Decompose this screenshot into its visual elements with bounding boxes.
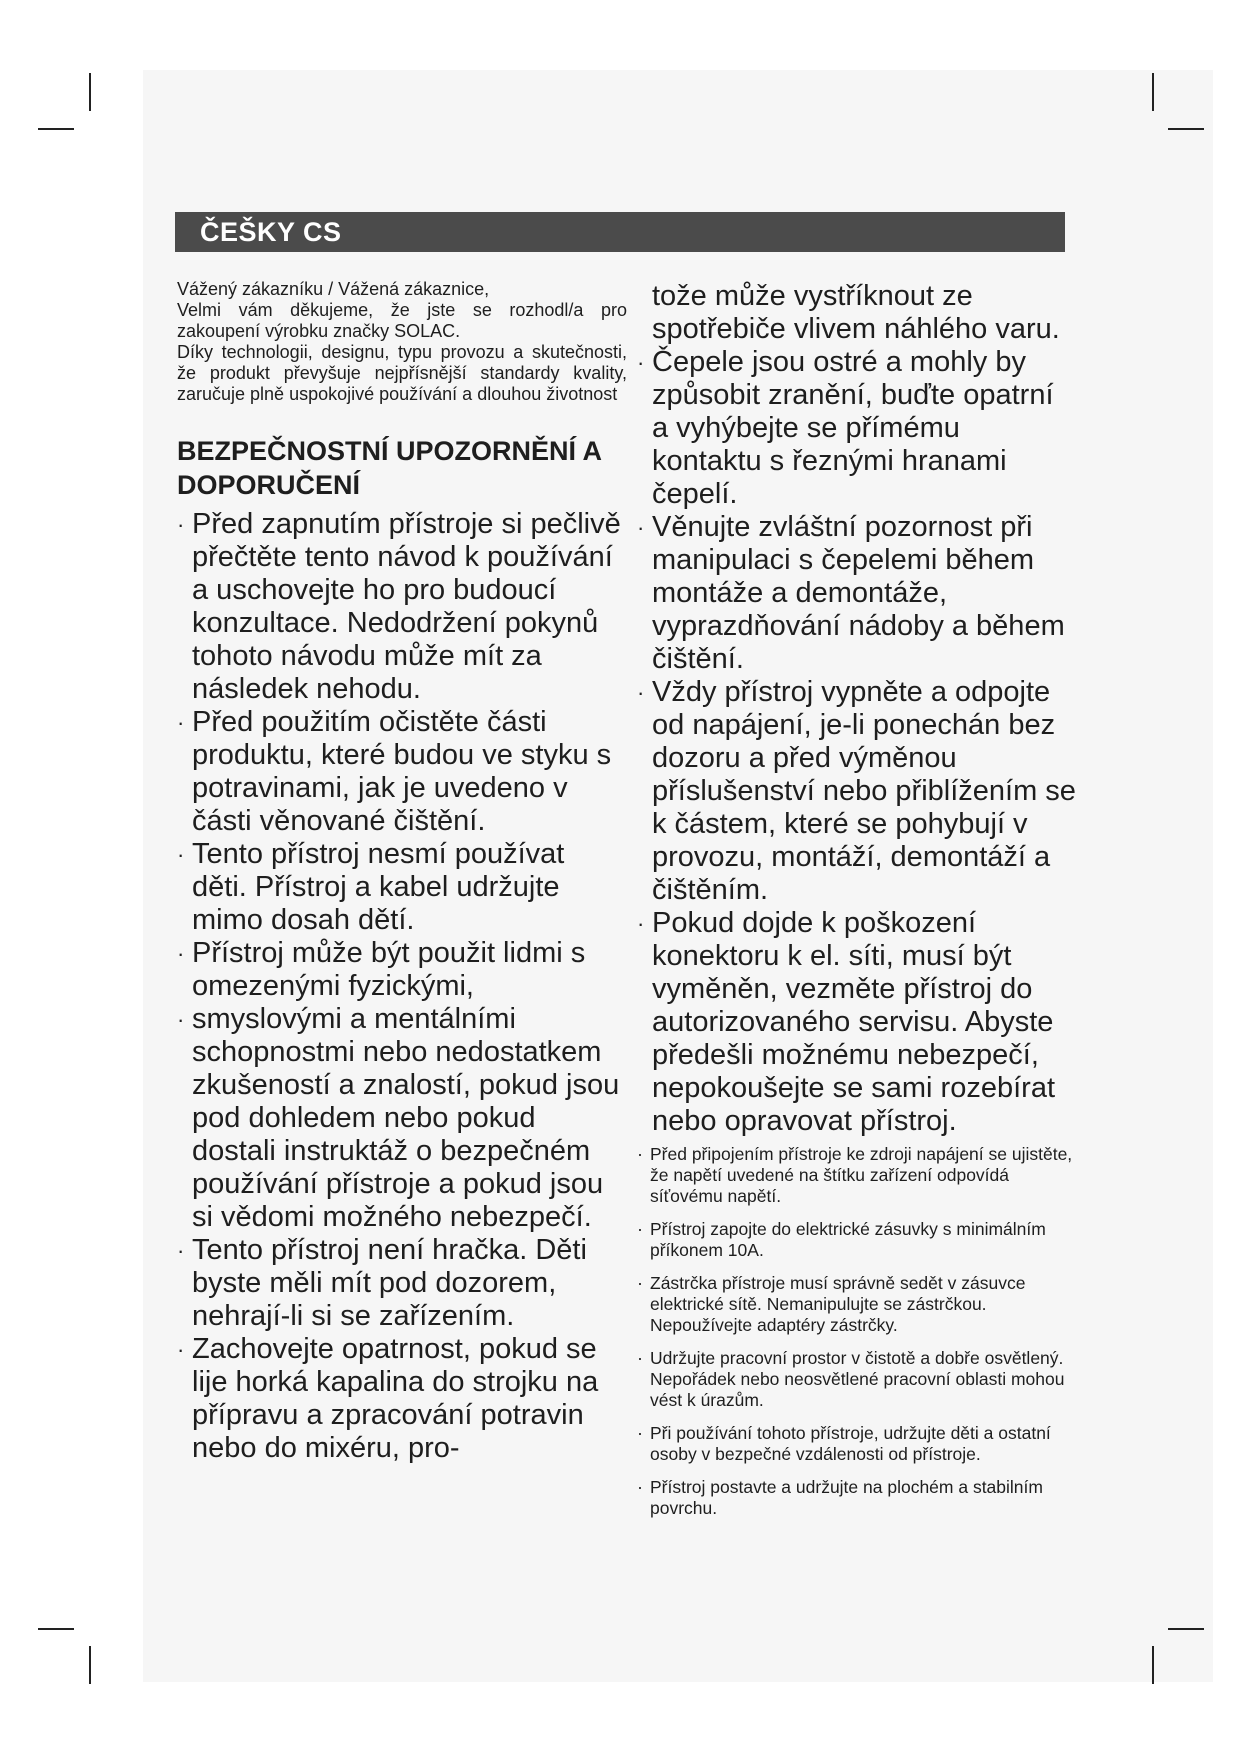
intro-quality: Díky technologii, designu, typu provozu a skutečnosti, že produkt převyšuje nejpřísnější standardy kvality, zaručuje plně uspokojivé používání a dlouhou životnost: [177, 342, 627, 404]
safety-item: · smyslovými a mentálními schopnostmi nebo nedostatkem zkušeností a znalostí, pokud jsou pod dohledem nebo pokud dostali instruktáž o bezpečném používání přístroje a pokud jsou si vědomi možného nebezpečí.: [177, 1003, 627, 1234]
crop-mark-bottom-right-v: [1152, 1646, 1154, 1684]
right-column: [637, 280, 1077, 1531]
safety-item: · Přístroj může být použit lidmi s omezenými fyzickými,: [177, 937, 627, 1003]
crop-mark-top-left-h: [38, 128, 74, 130]
safety-small-item: · Přístroj zapojte do elektrické zásuvky s minimálním příkonem 10A.: [637, 1219, 1077, 1261]
intro-greeting: Vážený zákazníku / Vážená zákaznice,: [177, 279, 490, 299]
safety-list-right-small: [637, 1144, 1077, 1519]
left-column: [177, 279, 627, 1465]
crop-mark-top-right-v: [1152, 73, 1154, 111]
safety-heading: BEZPEČNOSTNÍ UPOZORNĚNÍ A DOPORUČENÍ: [177, 436, 602, 500]
safety-small-item: · Přístroj postavte a udržujte na plochém a stabilním povrchu.: [637, 1477, 1077, 1519]
safety-list-left: [177, 508, 627, 1465]
safety-item: · Pokud dojde k poškození konektoru k el. síti, musí být vyměněn, vezměte přístroj do autorizovaného servisu. Abyste předešli možnému nebezpečí, nepokoušejte se sami rozebírat nebo opravovat přístroj.: [637, 907, 1077, 1138]
safety-item: · Před použitím očistěte části produktu, které budou ve styku s potravinami, jak je uvedeno v části věnované čištění.: [177, 706, 627, 838]
safety-item: · Tento přístroj nesmí používat děti. Přístroj a kabel udržujte mimo dosah dětí.: [177, 838, 627, 937]
intro-text: [177, 279, 627, 405]
intro-thanks: Velmi vám děkujeme, že jste se rozhodl/a pro zakoupení výrobku značky SOLAC.: [177, 300, 627, 341]
safety-small-item: · Při používání tohoto přístroje, udržujte děti a ostatní osoby v bezpečné vzdálenosti od přístroje.: [637, 1423, 1077, 1465]
safety-item-continuation: tože může vystříknout ze spotřebiče vlivem náhlého varu.: [652, 280, 1060, 345]
crop-mark-top-right-h: [1168, 128, 1204, 130]
safety-item: · Věnujte zvláštní pozornost při manipulaci s čepelemi během montáže a demontáže, vyprazdňování nádoby a během čištění.: [637, 511, 1077, 676]
crop-mark-bottom-right-h: [1168, 1628, 1204, 1630]
language-header: ČEŠKY CS: [175, 212, 1065, 252]
crop-mark-bottom-left-v: [89, 1646, 91, 1684]
crop-mark-bottom-left-h: [38, 1628, 74, 1630]
safety-item: · Před zapnutím přístroje si pečlivě přečtěte tento návod k používání a uschovejte ho pro budoucí konzultace. Nedodržení pokynů tohoto návodu může mít za následek nehodu.: [177, 508, 627, 706]
safety-small-item: · Udržujte pracovní prostor v čistotě a dobře osvětlený. Nepořádek nebo neosvětlené pracovní oblasti mohou vést k úrazům.: [637, 1348, 1077, 1411]
safety-small-item: · Zástrčka přístroje musí správně sedět v zásuvce elektrické sítě. Nemanipulujte se zástrčkou. Nepoužívejte adaptéry zástrčky.: [637, 1273, 1077, 1336]
safety-item: · Tento přístroj není hračka. Děti byste měli mít pod dozorem, nehrají-li si se zařízením.: [177, 1234, 627, 1333]
safety-list-right: [637, 280, 1077, 1138]
safety-item: · Vždy přístroj vypněte a odpojte od napájení, je-li ponechán bez dozoru a před výměnou příslušenství nebo přiblížením se k částem, které se pohybují v provozu, montáží, demontáží a čištěním.: [637, 676, 1077, 907]
safety-item: · Čepele jsou ostré a mohly by způsobit zranění, buďte opatrní a vyhýbejte se přímému kontaktu s řeznými hranami čepelí.: [637, 346, 1077, 511]
safety-small-item: · Před připojením přístroje ke zdroji napájení se ujistěte, že napětí uvedené na štítku zařízení odpovídá síťovému napětí.: [637, 1144, 1077, 1207]
safety-item: · Zachovejte opatrnost, pokud se lije horká kapalina do strojku na přípravu a zpracování potravin nebo do mixéru, pro-: [177, 1333, 627, 1465]
crop-mark-top-left-v: [89, 73, 91, 111]
